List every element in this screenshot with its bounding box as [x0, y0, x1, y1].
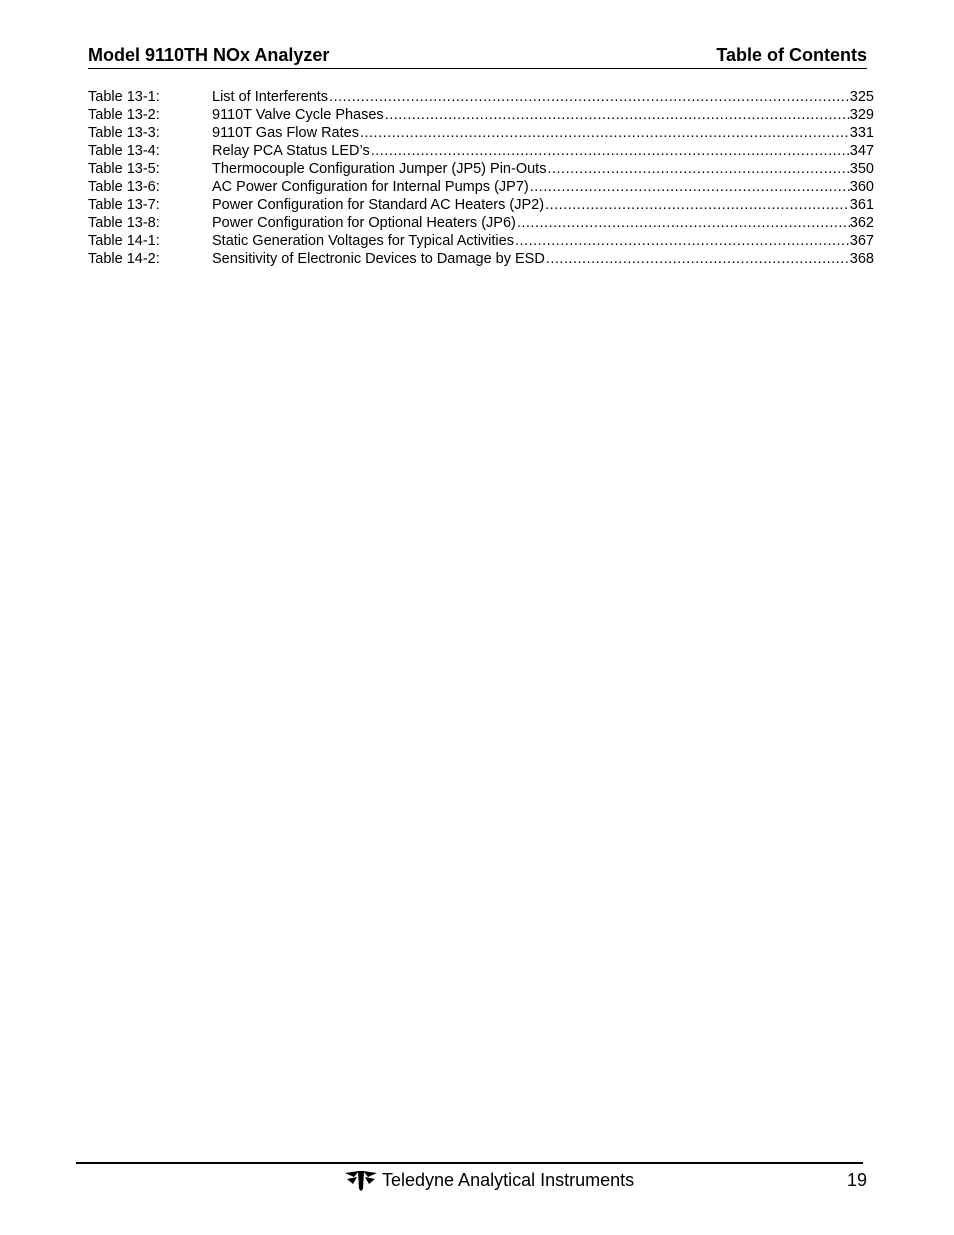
toc-entry-number: Table 13-7: — [88, 197, 160, 213]
section-title: Table of Contents — [716, 45, 867, 65]
toc-entry[interactable] — [88, 160, 874, 178]
toc-entry-title[interactable]: Power Configuration for Optional Heaters (JP6) — [212, 215, 516, 231]
page-number: 19 — [846, 1170, 867, 1190]
toc-entry-number: Table 13-3: — [88, 125, 160, 141]
toc-entry[interactable] — [88, 142, 874, 160]
toc-entry-line — [212, 178, 874, 196]
toc-entry-line — [212, 142, 874, 160]
toc-entry[interactable] — [88, 214, 874, 232]
toc-entry-line — [212, 160, 874, 178]
dot-leader — [544, 196, 850, 214]
toc-entry-page[interactable]: 360 — [849, 179, 874, 195]
footer-divider — [76, 1162, 863, 1164]
toc-entry-number: Table 14-1: — [88, 233, 160, 249]
dot-leader — [529, 178, 850, 196]
page-header — [88, 44, 867, 69]
toc-entry-line — [212, 106, 874, 124]
toc-entry-page[interactable]: 367 — [849, 233, 874, 249]
page-footer — [76, 1168, 867, 1194]
company-name: Teledyne Analytical Instruments — [382, 1170, 635, 1190]
dot-leader — [370, 142, 850, 160]
toc-entry-line — [212, 214, 874, 232]
toc-entry-number: Table 13-5: — [88, 161, 160, 177]
toc-entry-number: Table 13-6: — [88, 179, 160, 195]
toc-entry-title[interactable]: Static Generation Voltages for Typical Activities — [212, 233, 514, 249]
dot-leader — [359, 124, 850, 142]
toc-entry-page[interactable]: 368 — [849, 251, 874, 267]
toc-entry-title[interactable]: Power Configuration for Standard AC Heaters (JP2) — [212, 197, 545, 213]
toc-entry-page[interactable]: 329 — [849, 107, 874, 123]
dot-leader — [546, 160, 849, 178]
dot-leader — [384, 106, 850, 124]
toc-entry[interactable] — [88, 88, 874, 106]
toc-entry-page[interactable]: 362 — [849, 215, 874, 231]
teledyne-logo-icon — [344, 1169, 378, 1191]
toc-entry-page[interactable]: 325 — [849, 89, 874, 105]
dot-leader — [516, 214, 850, 232]
toc-entry-page[interactable]: 350 — [849, 161, 874, 177]
toc-entry-title[interactable]: Thermocouple Configuration Jumper (JP5) Pin-Outs — [212, 161, 547, 177]
toc-entry-line — [212, 250, 874, 268]
toc-entry-line — [212, 88, 874, 106]
dot-leader — [328, 88, 850, 106]
toc-entry[interactable] — [88, 178, 874, 196]
toc-entry-number: Table 13-2: — [88, 107, 160, 123]
toc-entry-number: Table 13-4: — [88, 143, 160, 159]
toc-entry-page[interactable]: 331 — [849, 125, 874, 141]
toc-entry-number: Table 13-8: — [88, 215, 160, 231]
toc-entry[interactable] — [88, 250, 874, 268]
toc-entry-line — [212, 196, 874, 214]
toc-entry-title[interactable]: List of Interferents — [212, 89, 329, 105]
toc-entry-page[interactable]: 361 — [849, 197, 874, 213]
table-of-contents — [88, 88, 874, 268]
dot-leader — [514, 232, 850, 250]
toc-entry-title[interactable]: AC Power Configuration for Internal Pumps (JP7) — [212, 179, 529, 195]
toc-entry-line — [212, 124, 874, 142]
toc-entry-title[interactable]: Relay PCA Status LED’s — [212, 143, 370, 159]
toc-entry-title[interactable]: 9110T Gas Flow Rates — [212, 125, 359, 141]
toc-entry-title[interactable]: Sensitivity of Electronic Devices to Damage by ESD — [212, 251, 545, 267]
document-title: Model 9110TH NOx Analyzer — [88, 45, 330, 65]
toc-entry-line — [212, 232, 874, 250]
toc-entry-title[interactable]: 9110T Valve Cycle Phases — [212, 107, 384, 123]
toc-entry[interactable] — [88, 124, 874, 142]
dot-leader — [545, 250, 850, 268]
toc-entry-number: Table 14-2: — [88, 251, 160, 267]
toc-entry-number: Table 13-1: — [88, 89, 160, 105]
toc-entry[interactable] — [88, 232, 874, 250]
toc-entry[interactable] — [88, 196, 874, 214]
toc-entry-page[interactable]: 347 — [849, 143, 874, 159]
footer-brand — [344, 1168, 634, 1192]
toc-entry[interactable] — [88, 106, 874, 124]
